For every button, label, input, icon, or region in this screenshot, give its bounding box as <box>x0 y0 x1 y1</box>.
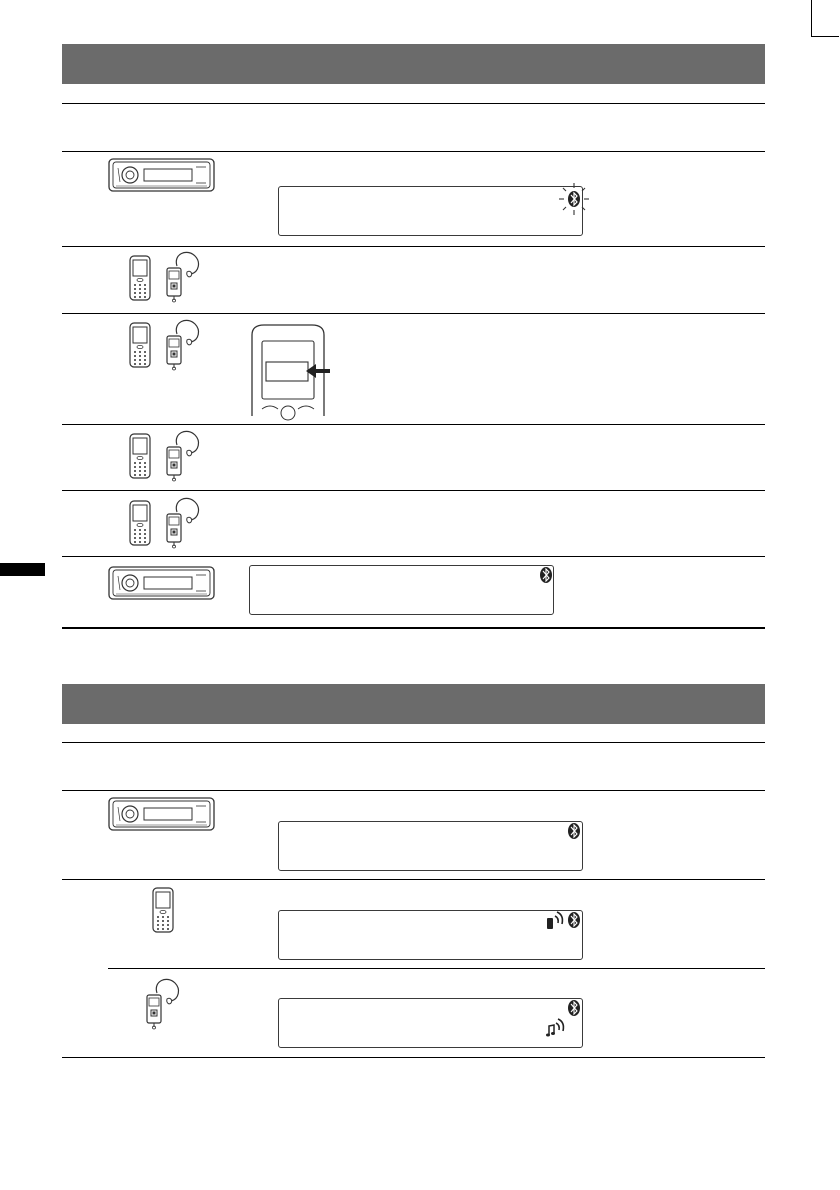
remote-display-icon <box>250 321 360 416</box>
section-header-band-connection <box>62 684 765 724</box>
row-divider <box>62 490 765 491</box>
table-top-rule <box>62 742 765 743</box>
table-header-rule <box>62 151 765 152</box>
section-edge-tab <box>0 563 45 576</box>
audio-signal-icon <box>545 1018 565 1038</box>
music-player-headphones-icon <box>165 318 201 370</box>
section-header-band-pairing <box>62 44 765 84</box>
music-player-headphones-icon <box>165 496 201 548</box>
car-stereo-icon <box>108 797 215 831</box>
cellular-phone-icon <box>152 887 174 933</box>
table-top-rule <box>62 103 765 104</box>
row-divider <box>62 313 765 314</box>
cellular-phone-icon <box>129 433 151 479</box>
row-divider <box>62 424 765 425</box>
bluetooth-icon <box>556 181 592 217</box>
row-divider <box>62 246 765 247</box>
cellular-phone-icon <box>129 500 151 546</box>
phone-signal-icon <box>545 910 565 930</box>
row-divider <box>108 968 765 969</box>
cellular-phone-icon <box>129 322 151 368</box>
row-divider <box>62 556 765 557</box>
cellular-phone-icon <box>129 255 151 301</box>
bluetooth-icon <box>567 999 581 1017</box>
lcd-display-paired <box>249 565 554 615</box>
lcd-display-phone-connected <box>278 910 583 960</box>
crop-mark-horizontal <box>811 36 839 37</box>
row-divider <box>62 879 765 880</box>
table-header-rule <box>62 790 765 791</box>
lcd-display-audio-connected <box>278 998 583 1048</box>
bluetooth-icon <box>567 911 581 929</box>
music-player-headphones-icon <box>145 977 181 1029</box>
bluetooth-icon <box>567 822 581 840</box>
lcd-display-connect <box>278 821 583 871</box>
table-bottom-rule <box>62 1057 765 1058</box>
crop-mark-vertical <box>811 0 812 37</box>
table-bottom-rule <box>62 627 765 629</box>
lcd-display-pairing-standby <box>278 186 583 236</box>
music-player-headphones-icon <box>165 429 201 481</box>
music-player-headphones-icon <box>165 250 201 302</box>
car-stereo-icon <box>108 566 215 600</box>
bluetooth-icon <box>539 566 553 584</box>
car-stereo-icon <box>108 158 215 192</box>
